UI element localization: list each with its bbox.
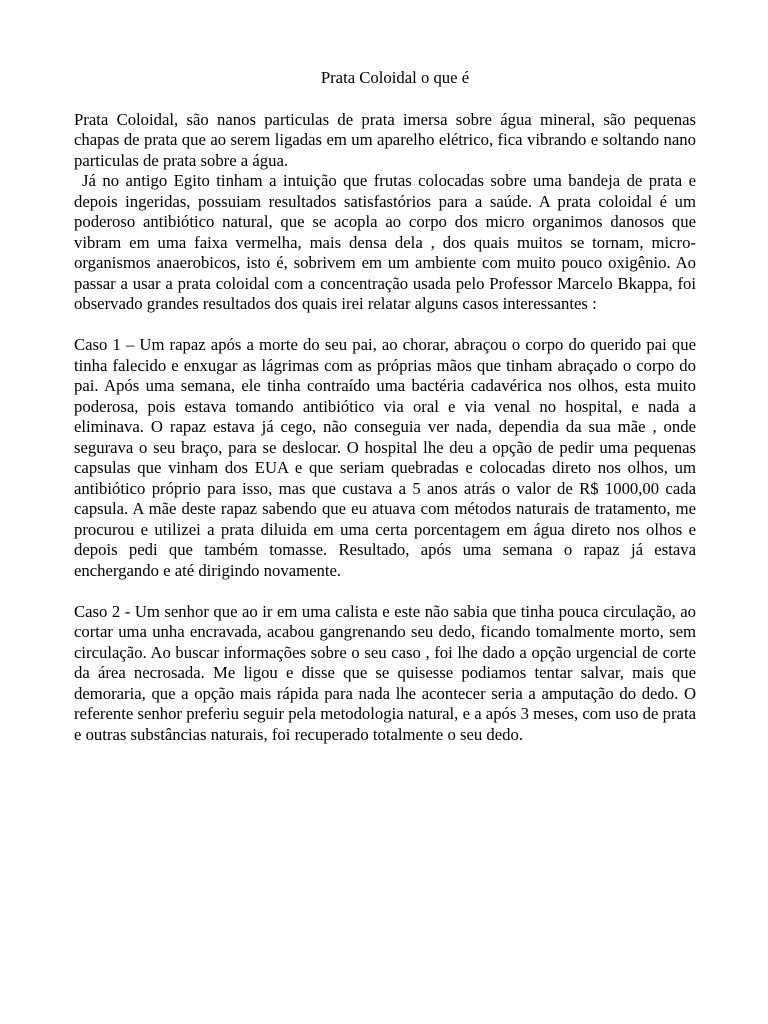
document-page (74, 68, 696, 745)
paragraph-spacer (74, 315, 696, 336)
document-title: Prata Coloidal o que é (320, 68, 470, 87)
paragraph-history: Já no antigo Egito tinham a intuição que frutas colocadas sobre uma bandeja de prata e depois ingeridas, possuiam resultados satisfastórios para a saúde. A prata coloidal é um poderoso antibiótico natural, que se acopla ao corpo dos micro organimos danosos que vibram em uma faixa vermelha, mais densa dela , dos quais muitos se tornam, micro-organismos anaerobicos, isto é, sobrivem em um ambiente com muito pouco oxigênio. Ao passar a usar a prata coloidal com a concentração usada pelo Professor Marcelo Bkappa, foi observado grandes resultados dos quais irei relatar alguns casos interessantes : (74, 171, 696, 313)
paragraph-case-1: Caso 1 – Um rapaz após a morte do seu pai, ao chorar, abraçou o corpo do querido pai que tinha falecido e enxugar as lágrimas com as próprias mãos que tinham abraçado o corpo do pai. Após uma semana, ele tinha contraído uma bactéria cadavérica nos olhos, esta muito poderosa, pois estava tomando antibiótico via oral e via venal no hospital, e nada a eliminava. O rapaz estava já cego, não conseguia ver nada, dependia da sua mãe , onde segurava o seu braço, para se deslocar. O hospital lhe deu a opção de pedir uma pequenas capsulas que vinham dos EUA e que seriam quebradas e colocadas direto nos olhos, um antibiótico próprio para isso, mas que custava a 5 anos atrás o valor de R$ 1000,00 cada capsula. A mãe deste rapaz sabendo que eu atuava com métodos naturais de tratamento, me procurou e utilizei a prata diluida em uma certa porcentagem em água direto nos olhos e depois pedi que também tomasse. Resultado, após uma semana o rapaz já estava enchergando e até dirigindo novamente. (74, 335, 696, 580)
paragraph-spacer (74, 581, 696, 602)
paragraph-definition: Prata Coloidal, são nanos particulas de prata imersa sobre água mineral, são pequenas chapas de prata que ao serem ligadas em um aparelho elétrico, fica vibrando e soltando nano particulas de prata sobre a água. (74, 109, 696, 170)
paragraph-case-2: Caso 2 - Um senhor que ao ir em uma calista e este não sabia que tinha pouca circulação, ao cortar uma unha encravada, acabou gangrenando seu dedo, ficando tomalmente morto, sem circulação. Ao buscar informações sobre o seu caso , foi lhe dado a opção urgencial de corte da área necrosada. Me ligou e disse que se quisesse podiamos tentar salvar, mais que demoraria, que a opção mais rápida para nada lhe acontecer seria a amputação do dedo. O referente senhor preferiu seguir pela metodologia natural, e a após 3 meses, com uso de prata e outras substâncias naturais, foi recuperado totalmente o seu dedo. (74, 601, 696, 744)
